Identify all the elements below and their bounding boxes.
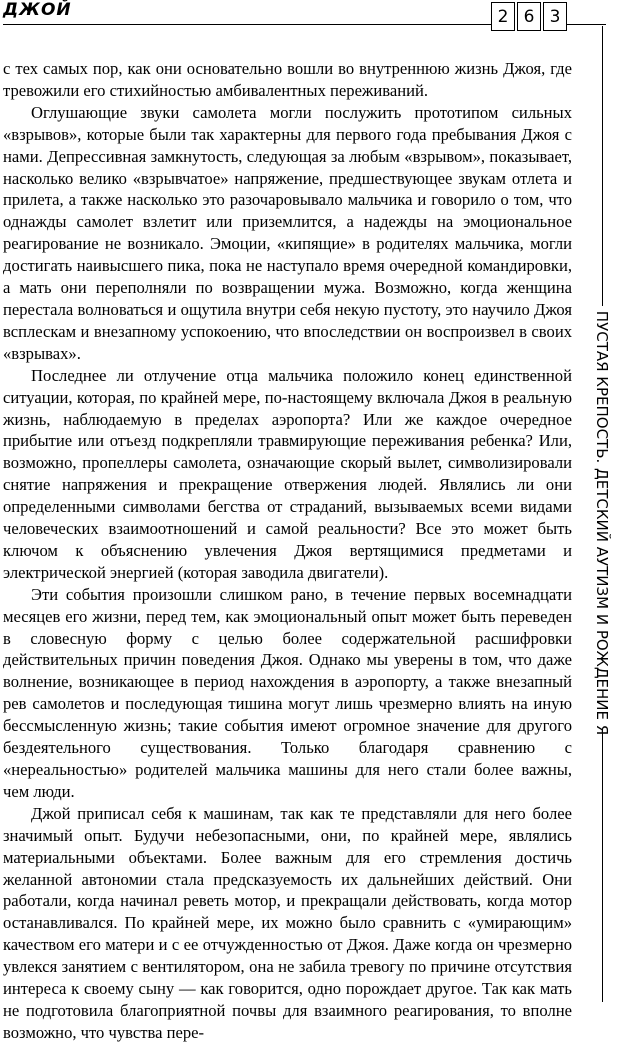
page-number-digit: 3 (543, 2, 567, 31)
side-rule-top (602, 26, 603, 306)
paragraph: Джой приписал себя к машинам, так как те представляли для него более значимый опыт. Будучи небезопасными, они, по крайней мере, являлись материальными объектами. Более важным для его стремления достичь желанной автономии стала предсказуемость их дальнейших действий. Они работали, когда начинал реветь мотор, и прекращали действовать, когда мотор останавливался. По крайней мере, их можно было сравнить с «умирающим» качеством его матери и с ее отчужденностью от Джоя. Даже когда он чрезмерно увлекся занятием с вентилятором, она не забила тревогу по причине отсутствия интереса к своему сыну — как говорится, одно порождает другое. Так как мать не подготовила благоприятной почвы для взаимного реагирования, то вполне возможно, что чувства пере- (3, 803, 572, 1042)
paragraph: Оглушающие звуки самолета могли послужить прототипом сильных «взрывов», которые были так характерны для первого года пребывания Джоя с нами. Депрессивная замкнутость, следующая за любым «взрывом», показывает, насколько велико «взрывчатое» напряжение, предшествующее звукам отлета и прилета, а также насколько это разочаровывало мальчика и говорило о том, что однажды самолет взлетит или приземлится, а надежды на эмоциональное реагирование не возникало. Эмоции, «кипящие» в родителях мальчика, могли достигать наивысшего пика, пока не наступало время очередной командировки, а мать они переполняли по возвращении мужа. Возможно, когда женщина перестала волноваться и ощутила внутри себя некую пустоту, это научило Джоя всплескам и внезапному успокоению, что впоследствии он воспроизвел в своих «взрывах». (3, 102, 572, 363)
side-rule-bottom (602, 732, 603, 1002)
page-number-digit: 2 (491, 2, 515, 31)
page-number (491, 2, 567, 31)
body-text (3, 58, 572, 1044)
page-number-digit: 6 (517, 2, 541, 31)
header-rule-right (566, 24, 606, 25)
paragraph: Эти события произошли слишком рано, в течение первых восемнадцати месяцев его жизни, перед тем, как эмоциональный опыт может быть переведен в словесную форму с целью более содержательной расшифровки действительных причин поведения Джоя. Однако мы уверены в том, что даже волнение, возникающее в период нахождения в аэропорту, а также внезапный рев самолетов и последующая тишина могут лишь чрезмерно влиять на иную бессмысленную жизнь; такие события имеют огромное значение для другого бездеятельного существования. Только благодаря сравнению с «нереальностью» родителей мальчика машины для него стали более важны, чем люди. (3, 584, 572, 801)
vertical-running-title-text: ПУСТАЯ КРЕПОСТЬ. ДЕТСКИЙ АУТИЗМ И РОЖДЕНИЕ Я (593, 310, 611, 736)
vertical-running-title (589, 310, 615, 736)
paragraph: с тех самых пор, как они основательно вошли во внутреннюю жизнь Джоя, где тревожили его стихийностью амбивалентных переживаний. (3, 59, 572, 100)
paragraph: Последнее ли отлучение отца мальчика положило конец единственной ситуации, которая, по крайней мере, по-настоящему включала Джоя в реальную жизнь, наблюдаемую в пределах аэропорта? Или же каждое очередное прибытие или отъезд подкрепляли травмирующие переживания ребенка? Или, возможно, пропеллеры самолета, означающие скорый вылет, символизировали снятие напряжения и прекращение отвержения людей. Являлись ли они определенными символами бегства от страданий, вызываемых всеми видами человеческих взаимоотношений и самой реальности? Все это может быть ключом к объяснению увлечения Джоя вертящимися предметами и электрической энергией (которая заводила двигатели). (3, 365, 572, 582)
header-rule (3, 24, 491, 25)
running-header-title: ДЖОЙ (3, 0, 72, 20)
